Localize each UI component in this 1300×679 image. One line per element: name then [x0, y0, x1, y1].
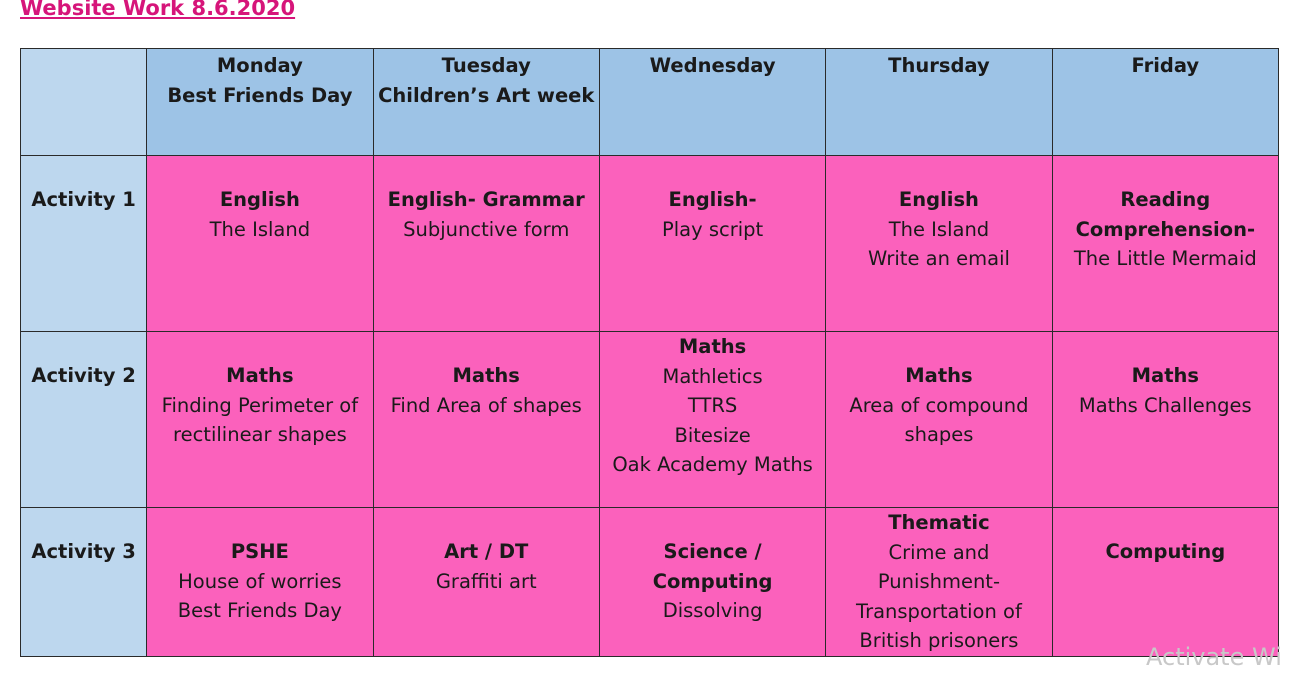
subject-heading: Maths: [1131, 364, 1199, 387]
day-header-tuesday: [373, 49, 599, 156]
subject-heading: English- Grammar: [387, 188, 585, 211]
subject-heading: English: [898, 188, 979, 211]
day-name: Thursday: [888, 54, 990, 77]
activity-cell: [826, 508, 1052, 657]
subject-heading: Thematic: [888, 511, 990, 534]
activity-detail: House of worries: [178, 569, 342, 593]
day-name: Tuesday: [441, 54, 531, 77]
header-row: [21, 49, 1279, 156]
subject-heading: Maths: [452, 364, 520, 387]
activity-detail: British prisoners: [859, 629, 1019, 652]
activity-detail: Graffiti art: [435, 569, 537, 593]
activity-cell: [599, 508, 825, 657]
subject-heading: PSHE: [230, 540, 289, 563]
activity-detail: Maths Challenges: [1078, 393, 1252, 417]
day-name: Monday: [216, 54, 303, 77]
activity-detail: The Island: [209, 217, 311, 241]
subject-heading: Comprehension-: [1075, 217, 1256, 241]
activity-row: [21, 156, 1279, 332]
activity-detail: The Little Mermaid: [1073, 247, 1257, 270]
day-subtitle: Children’s Art week: [378, 83, 595, 107]
day-header-wednesday: [599, 49, 825, 156]
activity-cell: [147, 508, 373, 657]
day-header-monday: [147, 49, 373, 156]
activity-row: [21, 332, 1279, 508]
activity-detail: shapes: [904, 423, 974, 446]
activity-cell: [599, 156, 825, 332]
activity-cell: [826, 332, 1052, 508]
subject-heading: Maths: [226, 364, 294, 387]
activity-detail: Area of compound: [849, 393, 1029, 417]
activity-cell: [373, 332, 599, 508]
activity-detail: Find Area of shapes: [390, 393, 582, 417]
subject-heading: Reading: [1120, 188, 1211, 211]
activity-cell: [1052, 156, 1278, 332]
activity-detail: Oak Academy Maths: [612, 453, 813, 476]
subject-heading: Computing: [652, 569, 773, 593]
activity-cell: [1052, 332, 1278, 508]
activity-detail: Finding Perimeter of: [161, 393, 359, 417]
activity-detail: Mathletics: [662, 364, 763, 388]
activity-detail: Write an email: [867, 247, 1010, 270]
timetable: [20, 48, 1279, 657]
activity-cell: [373, 156, 599, 332]
activity-detail: The Island: [888, 217, 990, 241]
activity-detail: Punishment-: [877, 570, 1000, 593]
day-header-friday: [1052, 49, 1278, 156]
activity-cell: [1052, 508, 1278, 657]
activity-detail: Play script: [661, 217, 764, 241]
activity-cell: [826, 156, 1052, 332]
activity-detail: Subjunctive form: [403, 217, 570, 241]
activity-detail: rectilinear shapes: [173, 423, 347, 446]
row-label: Activity 3: [21, 508, 147, 657]
activity-detail: Best Friends Day: [177, 599, 342, 622]
row-label: Activity 1: [21, 156, 147, 332]
day-header-thursday: [826, 49, 1052, 156]
subject-heading: Maths: [905, 364, 973, 387]
activate-windows-watermark: Activate Wi: [1146, 643, 1282, 671]
subject-heading: Science /: [663, 540, 762, 563]
activity-detail: Transportation of: [856, 599, 1022, 623]
activity-detail: Bitesize: [674, 423, 751, 447]
day-subtitle: Best Friends Day: [167, 83, 353, 107]
activity-detail: Crime and: [888, 540, 990, 564]
activity-cell: [599, 332, 825, 508]
activity-detail: Dissolving: [662, 599, 763, 622]
subject-heading: Computing: [1105, 540, 1226, 563]
subject-heading: Art / DT: [444, 540, 529, 563]
activity-detail: TTRS: [687, 394, 738, 417]
subject-heading: Maths: [678, 335, 747, 358]
activity-row: [21, 508, 1279, 657]
activity-cell: [373, 508, 599, 657]
row-label: Activity 2: [21, 332, 147, 508]
document-title: Website Work 8.6.2020: [20, 0, 296, 20]
subject-heading: English: [219, 188, 300, 211]
activity-cell: [147, 156, 373, 332]
activity-cell: [147, 332, 373, 508]
subject-heading: English-: [668, 188, 757, 211]
day-name: Friday: [1131, 54, 1200, 77]
corner-cell: [21, 49, 147, 156]
day-name: Wednesday: [649, 54, 776, 77]
